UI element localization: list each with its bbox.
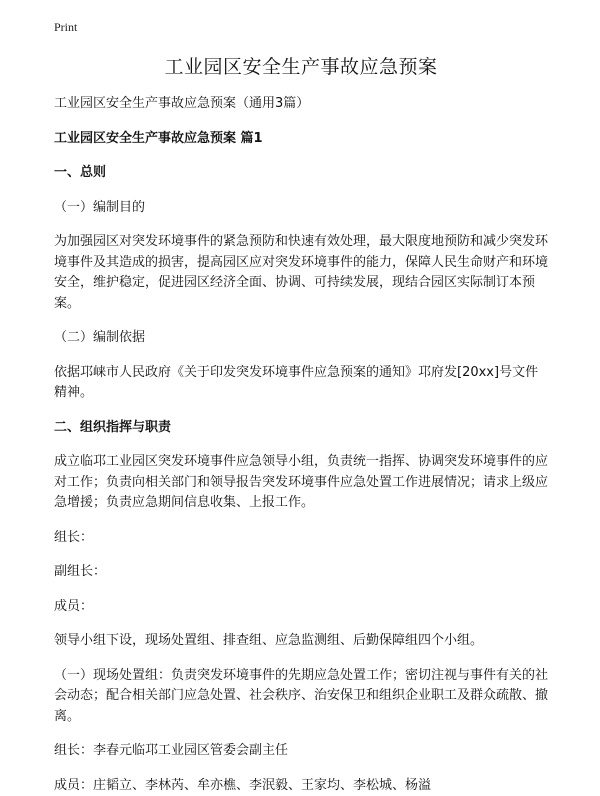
onsite-group-members: 成员：庄韬立、李林芮、牟亦樵、李泯毅、王家均、李松城、杨溢: [54, 776, 548, 796]
print-link[interactable]: Print: [54, 20, 77, 35]
subsection-heading-purpose: （一）编制目的: [54, 198, 548, 219]
paragraph-groups-intro: 领导小组下设，现场处置组、排查组、应急监测组、后勤保障组四个小组。: [54, 631, 548, 652]
document-title: 工业园区安全生产事故应急预案: [54, 52, 548, 82]
paragraph-basis: 依据邛崃市人民政府《关于印发突发环境事件应急预案的通知》邛府发[20xx]号文件精神。: [54, 363, 548, 404]
document-subtitle: 工业园区安全生产事故应急预案（通用3篇）: [54, 94, 548, 115]
paragraph-onsite-group: （一）现场处置组：负责突发环境事件的先期应急处置工作；密切注视与事件有关的社会动态；配合相关部门应急处置、社会秩序、治安保卫和组织企业职工及群众疏散、撤离。: [54, 666, 548, 728]
document-body: [54, 52, 548, 796]
section-heading-general: 一、总则: [54, 163, 548, 184]
paragraph-organization: 成立临邛工业园区突发环境事件应急领导小组，负责统一指挥、协调突发环境事件的应对工作；负责向相关部门和领导报告突发环境事件应急处置工作进展情况；请求上级应急增援；负责应急期间信息收集、上报工作。: [54, 452, 548, 514]
members-line: 成员：: [54, 597, 548, 618]
deputy-leader-line: 副组长：: [54, 562, 548, 583]
leader-line: 组长：: [54, 528, 548, 549]
onsite-group-leader: 组长：李春元临邛工业园区管委会副主任: [54, 741, 548, 762]
paragraph-purpose: 为加强园区对突发环境事件的紧急预防和快速有效处理，最大限度地预防和减少突发环境事件及其造成的损害，提高园区应对突发环境事件的能力，保障人民生命财产和环境安全，维护稳定，促进园区经济全面、协调、可持续发展，现结合园区实际制订本预案。: [54, 232, 548, 314]
part-heading: 工业园区安全生产事故应急预案 篇1: [54, 129, 548, 150]
section-heading-organization: 二、组织指挥与职责: [54, 418, 548, 439]
subsection-heading-basis: （二）编制依据: [54, 328, 548, 349]
